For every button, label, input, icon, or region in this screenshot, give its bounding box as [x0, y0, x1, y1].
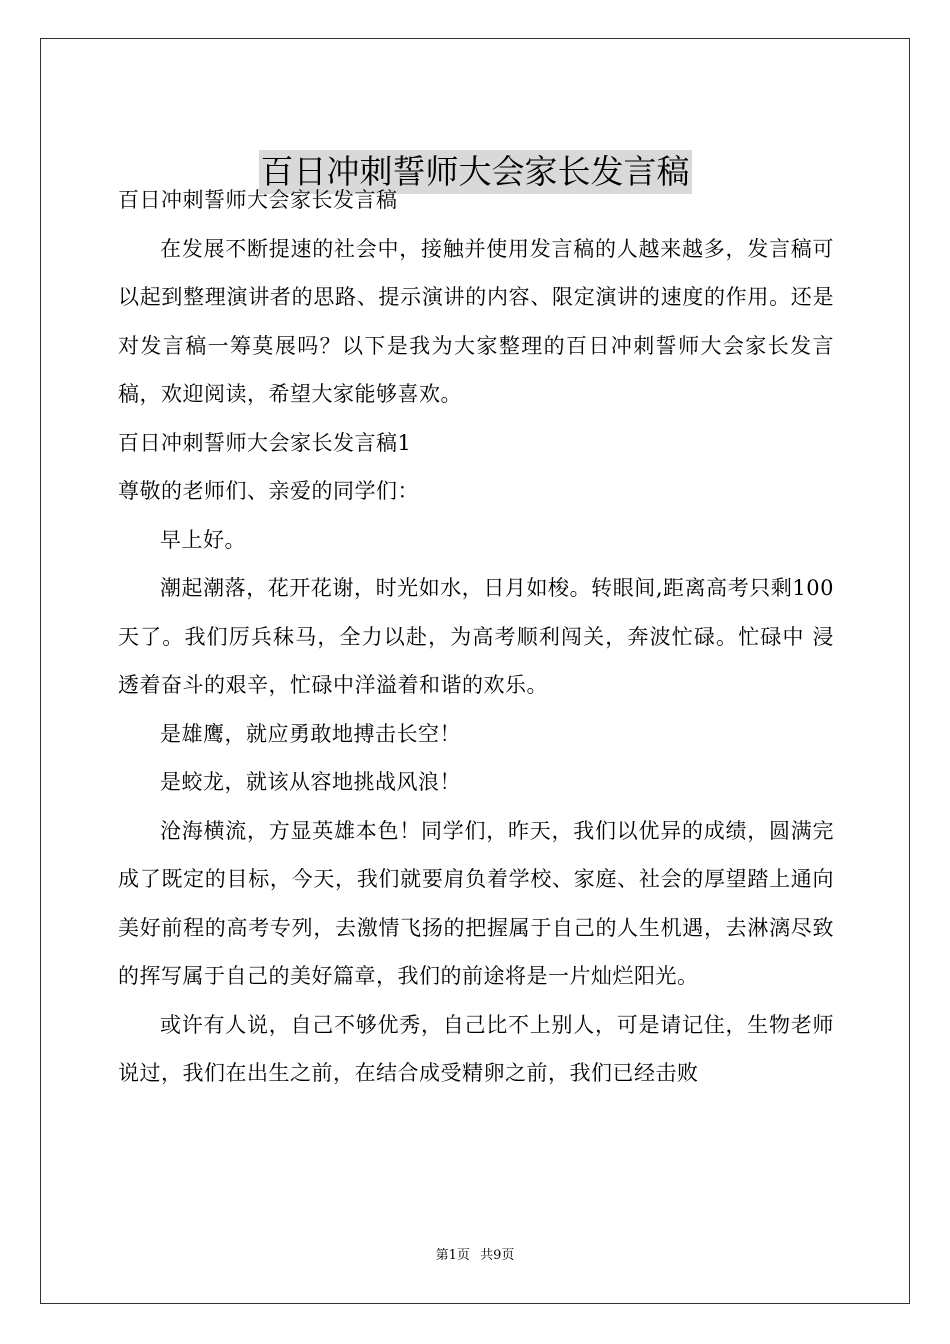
paragraph: 沧海横流，方显英雄本色！同学们，昨天，我们以优异的成绩，圆满完成了既定的目标，今天，我们就要肩负着学校、家庭、社会的厚望踏上通向美好前程的高考专列，去激情飞扬的把握属于自己的人生机遇，去淋漓尽致的挥写属于自己的美好篇章，我们的前途将是一片灿烂阳光。 [118, 818, 834, 988]
paragraph: 在发展不断提速的社会中，接触并使用发言稿的人越来越多，发言稿可以起到整理演讲者的思路、提示演讲的内容、限定演讲的速度的作用。还是对发言稿一筹莫展吗？以下是我为大家整理的百日冲刺誓师大会家长发言稿，欢迎阅读，希望大家能够喜欢。 [118, 236, 834, 406]
paragraph: 是雄鹰，就应勇敢地搏击长空！ [160, 721, 461, 746]
document-title: 百日冲刺誓师大会家长发言稿 [259, 150, 692, 194]
paragraph: 尊敬的老师们、亲爱的同学们： [118, 479, 419, 503]
document-body [118, 176, 834, 1098]
paragraph: 早上好。 [160, 527, 246, 552]
paragraph: 是蛟龙，就该从容地挑战风浪！ [160, 770, 461, 794]
page-footer [0, 1246, 950, 1266]
page-number: 第1页 [435, 1248, 470, 1263]
paragraph: 百日冲刺誓师大会家长发言稿 [118, 188, 398, 212]
paragraph: 百日冲刺誓师大会家长发言稿1 [118, 430, 412, 455]
paragraph: 或许有人说，自己不够优秀，自己比不上别人，可是请记住，生物老师说过，我们在出生之前，在结合成受精卵之前，我们已经击败 [118, 1012, 834, 1085]
paragraph: 潮起潮落，花开花谢，时光如水，日月如梭。转眼间,距离高考只剩100天了。我们厉兵秣马，全力以赴，为高考顺利闯关，奔波忙碌。忙碌中 浸透着奋斗的艰辛，忙碌中洋溢着和谐的欢乐。 [118, 576, 834, 697]
page-total: 共9页 [480, 1248, 515, 1263]
